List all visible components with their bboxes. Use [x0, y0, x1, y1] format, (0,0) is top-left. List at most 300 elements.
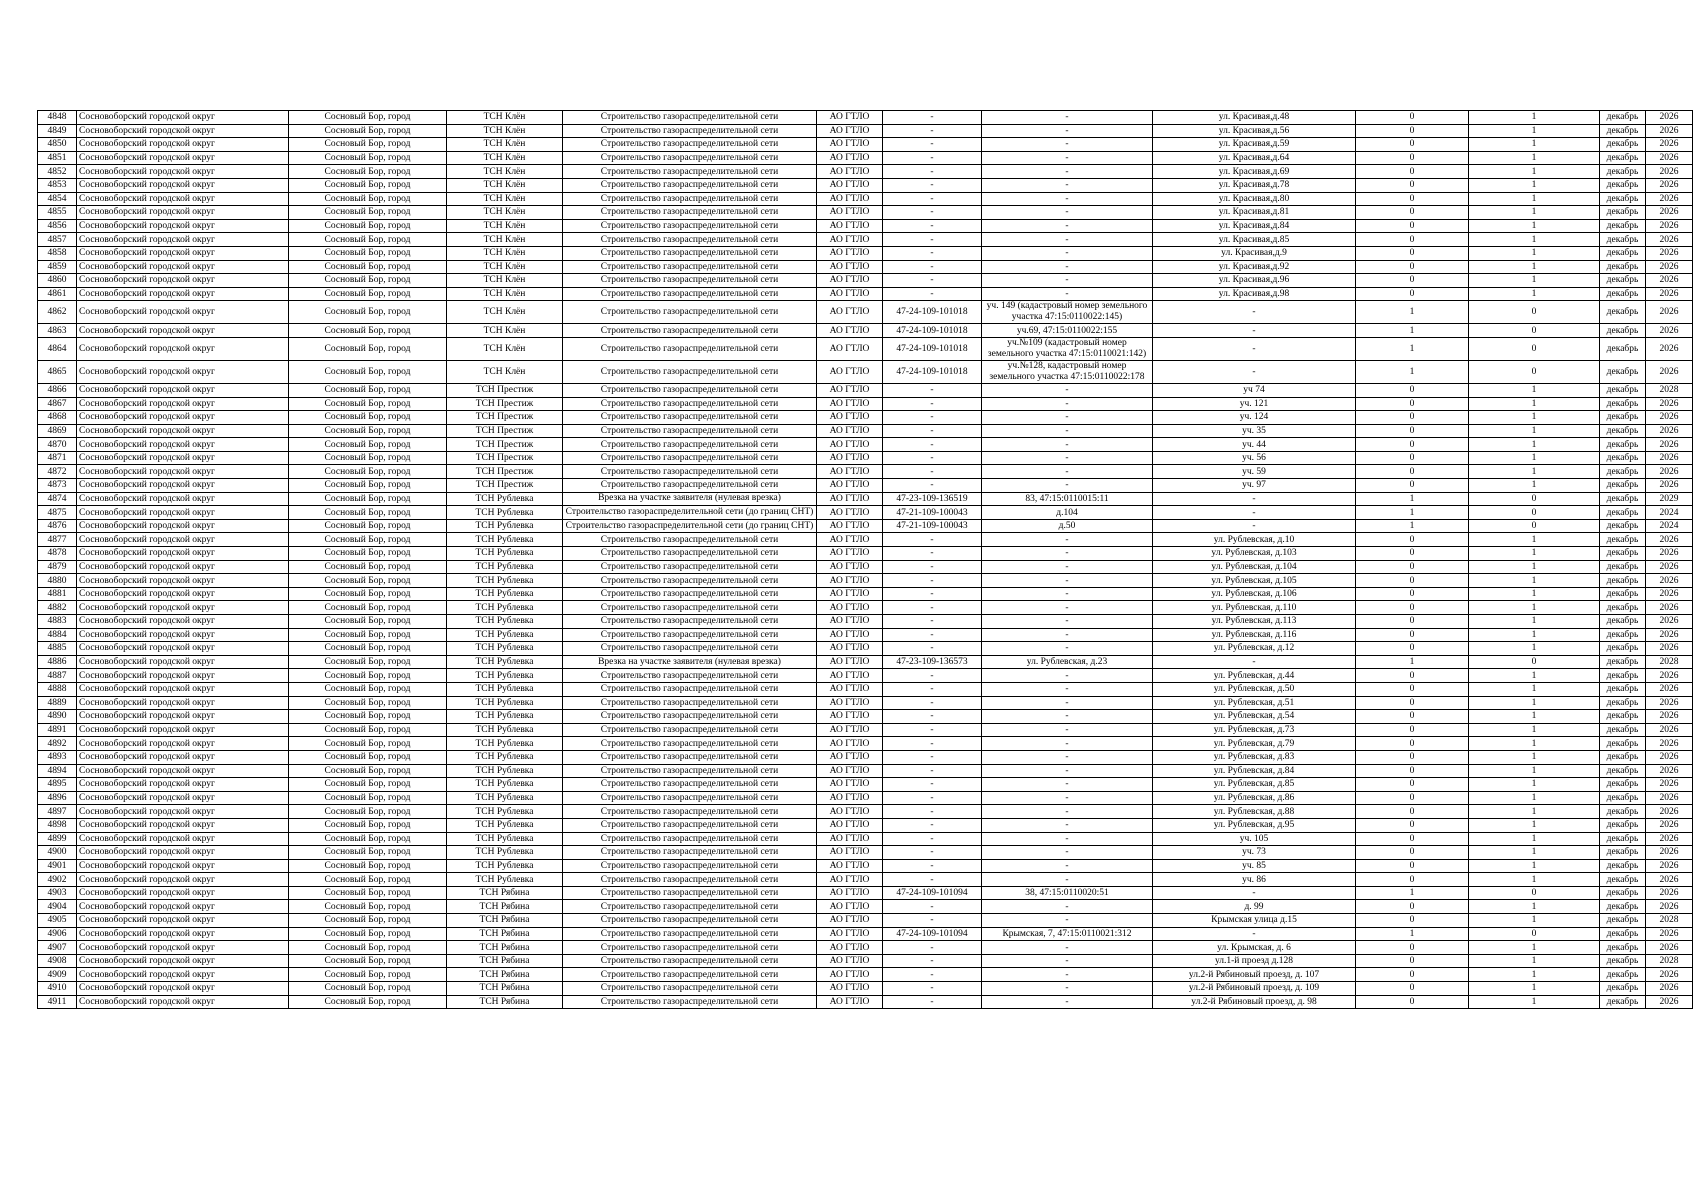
- settlement-cell: Сосновый Бор, город: [289, 710, 447, 724]
- year-cell: 2026: [1646, 615, 1693, 629]
- year-cell: 2026: [1646, 246, 1693, 260]
- district-cell: Сосновоборский городской округ: [77, 927, 289, 941]
- row-number: 4868: [38, 411, 77, 425]
- value-a-cell: 0: [1356, 451, 1469, 465]
- year-cell: 2026: [1646, 995, 1693, 1009]
- address-cell: -: [1153, 655, 1356, 669]
- work-type-cell: Строительство газораспределительной сети: [563, 818, 817, 832]
- settlement-cell: Сосновый Бор, город: [289, 411, 447, 425]
- work-type-cell: Строительство газораспределительной сети: [563, 192, 817, 206]
- plot-cell: уч.№109 (кадастровый номер земельного участка 47:15:0110021:142): [982, 337, 1153, 360]
- plot-cell: уч. 149 (кадастровый номер земельного участка 47:15:0110022:145): [982, 301, 1153, 324]
- partnership-cell: ТСН Рябина: [447, 995, 563, 1009]
- address-cell: ул. Рублевская, д.10: [1153, 533, 1356, 547]
- row-number: 4880: [38, 574, 77, 588]
- application-number-cell: -: [883, 995, 982, 1009]
- settlement-cell: Сосновый Бор, город: [289, 886, 447, 900]
- address-cell: -: [1153, 886, 1356, 900]
- partnership-cell: ТСН Рублевка: [447, 696, 563, 710]
- table-row: [38, 560, 1693, 574]
- district-cell: Сосновоборский городской округ: [77, 533, 289, 547]
- plot-cell: д.50: [982, 519, 1153, 533]
- month-cell: декабрь: [1600, 859, 1646, 873]
- value-a-cell: 0: [1356, 982, 1469, 996]
- settlement-cell: Сосновый Бор, город: [289, 859, 447, 873]
- district-cell: Сосновоборский городской округ: [77, 479, 289, 493]
- plot-cell: -: [982, 723, 1153, 737]
- month-cell: декабрь: [1600, 151, 1646, 165]
- plot-cell: -: [982, 138, 1153, 152]
- address-cell: ул. Рублевская, д.44: [1153, 669, 1356, 683]
- year-cell: 2026: [1646, 574, 1693, 588]
- settlement-cell: Сосновый Бор, город: [289, 301, 447, 324]
- partnership-cell: ТСН Клён: [447, 260, 563, 274]
- work-type-cell: Строительство газораспределительной сети: [563, 791, 817, 805]
- work-type-cell: Строительство газораспределительной сети: [563, 737, 817, 751]
- value-a-cell: 0: [1356, 151, 1469, 165]
- settlement-cell: Сосновый Бор, город: [289, 465, 447, 479]
- organization-cell: АО ГТЛО: [817, 723, 883, 737]
- month-cell: декабрь: [1600, 124, 1646, 138]
- value-a-cell: 0: [1356, 246, 1469, 260]
- address-cell: ул. Красивая,д.84: [1153, 219, 1356, 233]
- partnership-cell: ТСН Рублевка: [447, 832, 563, 846]
- address-cell: ул. Рублевская, д.116: [1153, 628, 1356, 642]
- work-type-cell: Строительство газораспределительной сети: [563, 954, 817, 968]
- month-cell: декабрь: [1600, 968, 1646, 982]
- month-cell: декабрь: [1600, 192, 1646, 206]
- work-type-cell: Строительство газораспределительной сети: [563, 682, 817, 696]
- month-cell: декабрь: [1600, 642, 1646, 656]
- organization-cell: АО ГТЛО: [817, 941, 883, 955]
- value-b-cell: 1: [1469, 601, 1600, 615]
- application-number-cell: -: [883, 206, 982, 220]
- year-cell: 2026: [1646, 219, 1693, 233]
- value-a-cell: 1: [1356, 886, 1469, 900]
- value-a-cell: 0: [1356, 165, 1469, 179]
- partnership-cell: ТСН Рябина: [447, 914, 563, 928]
- value-b-cell: 1: [1469, 533, 1600, 547]
- organization-cell: АО ГТЛО: [817, 900, 883, 914]
- district-cell: Сосновоборский городской округ: [77, 206, 289, 220]
- work-type-cell: Строительство газораспределительной сети: [563, 914, 817, 928]
- plot-cell: -: [982, 206, 1153, 220]
- table-row: [38, 968, 1693, 982]
- settlement-cell: Сосновый Бор, город: [289, 927, 447, 941]
- settlement-cell: Сосновый Бор, город: [289, 737, 447, 751]
- value-b-cell: 0: [1469, 492, 1600, 506]
- address-cell: -: [1153, 506, 1356, 520]
- application-number-cell: 47-23-109-136519: [883, 492, 982, 506]
- month-cell: декабрь: [1600, 818, 1646, 832]
- plot-cell: -: [982, 246, 1153, 260]
- partnership-cell: ТСН Рублевка: [447, 791, 563, 805]
- settlement-cell: Сосновый Бор, город: [289, 846, 447, 860]
- organization-cell: АО ГТЛО: [817, 424, 883, 438]
- work-type-cell: Строительство газораспределительной сети: [563, 900, 817, 914]
- organization-cell: АО ГТЛО: [817, 873, 883, 887]
- plot-cell: -: [982, 791, 1153, 805]
- work-type-cell: Строительство газораспределительной сети: [563, 246, 817, 260]
- application-number-cell: -: [883, 533, 982, 547]
- table-row: [38, 519, 1693, 533]
- address-cell: ул. Красивая,д.80: [1153, 192, 1356, 206]
- row-number: 4899: [38, 832, 77, 846]
- year-cell: 2026: [1646, 696, 1693, 710]
- organization-cell: АО ГТЛО: [817, 615, 883, 629]
- settlement-cell: Сосновый Бор, город: [289, 451, 447, 465]
- address-cell: -: [1153, 519, 1356, 533]
- district-cell: Сосновоборский городской округ: [77, 982, 289, 996]
- row-number: 4886: [38, 655, 77, 669]
- table-row: [38, 424, 1693, 438]
- year-cell: 2026: [1646, 138, 1693, 152]
- organization-cell: АО ГТЛО: [817, 287, 883, 301]
- table-row: [38, 628, 1693, 642]
- application-number-cell: -: [883, 682, 982, 696]
- work-type-cell: Строительство газораспределительной сети: [563, 846, 817, 860]
- value-a-cell: 0: [1356, 219, 1469, 233]
- organization-cell: АО ГТЛО: [817, 192, 883, 206]
- month-cell: декабрь: [1600, 178, 1646, 192]
- value-b-cell: 1: [1469, 995, 1600, 1009]
- application-number-cell: -: [883, 260, 982, 274]
- application-number-cell: 47-23-109-136573: [883, 655, 982, 669]
- table-row: [38, 615, 1693, 629]
- month-cell: декабрь: [1600, 601, 1646, 615]
- table-row: [38, 383, 1693, 397]
- value-a-cell: 1: [1356, 655, 1469, 669]
- plot-cell: -: [982, 968, 1153, 982]
- year-cell: 2026: [1646, 151, 1693, 165]
- partnership-cell: ТСН Рублевка: [447, 818, 563, 832]
- organization-cell: АО ГТЛО: [817, 151, 883, 165]
- district-cell: Сосновоборский городской округ: [77, 424, 289, 438]
- month-cell: декабрь: [1600, 533, 1646, 547]
- table-row: [38, 151, 1693, 165]
- work-type-cell: Строительство газораспределительной сети: [563, 324, 817, 338]
- plot-cell: -: [982, 642, 1153, 656]
- settlement-cell: Сосновый Бор, город: [289, 178, 447, 192]
- value-b-cell: 1: [1469, 832, 1600, 846]
- row-number: 4889: [38, 696, 77, 710]
- plot-cell: -: [982, 696, 1153, 710]
- value-a-cell: 0: [1356, 601, 1469, 615]
- value-b-cell: 0: [1469, 519, 1600, 533]
- organization-cell: АО ГТЛО: [817, 479, 883, 493]
- table-row: [38, 465, 1693, 479]
- settlement-cell: Сосновый Бор, город: [289, 873, 447, 887]
- organization-cell: АО ГТЛО: [817, 533, 883, 547]
- row-number: 4864: [38, 337, 77, 360]
- year-cell: 2026: [1646, 360, 1693, 383]
- row-number: 4909: [38, 968, 77, 982]
- address-cell: ул.2-й Рябиновый проезд, д. 98: [1153, 995, 1356, 1009]
- value-b-cell: 1: [1469, 642, 1600, 656]
- work-type-cell: Строительство газораспределительной сети: [563, 533, 817, 547]
- partnership-cell: ТСН Рябина: [447, 886, 563, 900]
- month-cell: декабрь: [1600, 778, 1646, 792]
- month-cell: декабрь: [1600, 954, 1646, 968]
- year-cell: 2026: [1646, 846, 1693, 860]
- district-cell: Сосновоборский городской округ: [77, 764, 289, 778]
- application-number-cell: -: [883, 479, 982, 493]
- partnership-cell: ТСН Клён: [447, 151, 563, 165]
- address-cell: уч. 121: [1153, 397, 1356, 411]
- application-number-cell: -: [883, 737, 982, 751]
- application-number-cell: -: [883, 615, 982, 629]
- application-number-cell: 47-21-109-100043: [883, 519, 982, 533]
- plot-cell: Крымская, 7, 47:15:0110021:312: [982, 927, 1153, 941]
- year-cell: 2026: [1646, 886, 1693, 900]
- year-cell: 2029: [1646, 492, 1693, 506]
- value-a-cell: 0: [1356, 832, 1469, 846]
- value-a-cell: 0: [1356, 615, 1469, 629]
- organization-cell: АО ГТЛО: [817, 138, 883, 152]
- address-cell: ул. Рублевская, д.51: [1153, 696, 1356, 710]
- value-b-cell: 0: [1469, 324, 1600, 338]
- table-row: [38, 791, 1693, 805]
- month-cell: декабрь: [1600, 165, 1646, 179]
- month-cell: декабрь: [1600, 397, 1646, 411]
- application-number-cell: -: [883, 165, 982, 179]
- address-cell: ул. Рублевская, д.110: [1153, 601, 1356, 615]
- year-cell: 2028: [1646, 954, 1693, 968]
- partnership-cell: ТСН Рублевка: [447, 655, 563, 669]
- partnership-cell: ТСН Клён: [447, 287, 563, 301]
- table-row: [38, 587, 1693, 601]
- settlement-cell: Сосновый Бор, город: [289, 219, 447, 233]
- value-b-cell: 1: [1469, 124, 1600, 138]
- settlement-cell: Сосновый Бор, город: [289, 438, 447, 452]
- plot-cell: -: [982, 832, 1153, 846]
- application-number-cell: -: [883, 628, 982, 642]
- plot-cell: -: [982, 995, 1153, 1009]
- plot-cell: -: [982, 900, 1153, 914]
- district-cell: Сосновоборский городской округ: [77, 696, 289, 710]
- partnership-cell: ТСН Клён: [447, 233, 563, 247]
- table-row: [38, 397, 1693, 411]
- application-number-cell: -: [883, 219, 982, 233]
- organization-cell: АО ГТЛО: [817, 778, 883, 792]
- organization-cell: АО ГТЛО: [817, 927, 883, 941]
- settlement-cell: Сосновый Бор, город: [289, 324, 447, 338]
- row-number: 4855: [38, 206, 77, 220]
- district-cell: Сосновоборский городской округ: [77, 337, 289, 360]
- plot-cell: -: [982, 233, 1153, 247]
- partnership-cell: ТСН Престиж: [447, 383, 563, 397]
- district-cell: Сосновоборский городской округ: [77, 519, 289, 533]
- application-number-cell: 47-24-109-101018: [883, 301, 982, 324]
- district-cell: Сосновоборский городской округ: [77, 324, 289, 338]
- work-type-cell: Строительство газораспределительной сети: [563, 574, 817, 588]
- value-a-cell: 0: [1356, 138, 1469, 152]
- address-cell: ул.2-й Рябиновый проезд, д. 107: [1153, 968, 1356, 982]
- partnership-cell: ТСН Клён: [447, 165, 563, 179]
- month-cell: декабрь: [1600, 465, 1646, 479]
- work-type-cell: Строительство газораспределительной сети: [563, 138, 817, 152]
- plot-cell: -: [982, 574, 1153, 588]
- district-cell: Сосновоборский городской округ: [77, 138, 289, 152]
- organization-cell: АО ГТЛО: [817, 574, 883, 588]
- partnership-cell: ТСН Рублевка: [447, 723, 563, 737]
- application-number-cell: -: [883, 832, 982, 846]
- row-number: 4885: [38, 642, 77, 656]
- district-cell: Сосновоборский городской округ: [77, 383, 289, 397]
- table-row: [38, 941, 1693, 955]
- organization-cell: АО ГТЛО: [817, 587, 883, 601]
- value-b-cell: 0: [1469, 655, 1600, 669]
- document-sheet: [37, 110, 1693, 1009]
- month-cell: декабрь: [1600, 138, 1646, 152]
- address-cell: ул. Рублевская, д.83: [1153, 750, 1356, 764]
- value-a-cell: 0: [1356, 710, 1469, 724]
- plot-cell: -: [982, 424, 1153, 438]
- district-cell: Сосновоборский городской округ: [77, 723, 289, 737]
- value-b-cell: 1: [1469, 818, 1600, 832]
- district-cell: Сосновоборский городской округ: [77, 560, 289, 574]
- partnership-cell: ТСН Престиж: [447, 438, 563, 452]
- organization-cell: АО ГТЛО: [817, 655, 883, 669]
- table-row: [38, 219, 1693, 233]
- work-type-cell: Строительство газораспределительной сети: [563, 587, 817, 601]
- plot-cell: -: [982, 750, 1153, 764]
- address-cell: ул. Рублевская, д.12: [1153, 642, 1356, 656]
- settlement-cell: Сосновый Бор, город: [289, 696, 447, 710]
- value-b-cell: 0: [1469, 337, 1600, 360]
- value-a-cell: 0: [1356, 424, 1469, 438]
- value-b-cell: 1: [1469, 547, 1600, 561]
- application-number-cell: -: [883, 383, 982, 397]
- month-cell: декабрь: [1600, 723, 1646, 737]
- application-number-cell: -: [883, 778, 982, 792]
- month-cell: декабрь: [1600, 982, 1646, 996]
- work-type-cell: Строительство газораспределительной сети: [563, 438, 817, 452]
- value-b-cell: 1: [1469, 723, 1600, 737]
- row-number: 4877: [38, 533, 77, 547]
- month-cell: декабрь: [1600, 506, 1646, 520]
- year-cell: 2026: [1646, 397, 1693, 411]
- value-a-cell: 1: [1356, 301, 1469, 324]
- partnership-cell: ТСН Рябина: [447, 941, 563, 955]
- table-row: [38, 451, 1693, 465]
- organization-cell: АО ГТЛО: [817, 642, 883, 656]
- application-number-cell: -: [883, 138, 982, 152]
- value-a-cell: 0: [1356, 233, 1469, 247]
- value-a-cell: 0: [1356, 111, 1469, 125]
- district-cell: Сосновоборский городской округ: [77, 492, 289, 506]
- month-cell: декабрь: [1600, 682, 1646, 696]
- month-cell: декабрь: [1600, 805, 1646, 819]
- table-row: [38, 873, 1693, 887]
- table-row: [38, 859, 1693, 873]
- district-cell: Сосновоборский городской округ: [77, 451, 289, 465]
- organization-cell: АО ГТЛО: [817, 411, 883, 425]
- month-cell: декабрь: [1600, 696, 1646, 710]
- value-b-cell: 1: [1469, 791, 1600, 805]
- address-cell: ул. Рублевская, д.79: [1153, 737, 1356, 751]
- work-type-cell: Строительство газораспределительной сети: [563, 669, 817, 683]
- district-cell: Сосновоборский городской округ: [77, 151, 289, 165]
- row-number: 4878: [38, 547, 77, 561]
- row-number: 4908: [38, 954, 77, 968]
- settlement-cell: Сосновый Бор, город: [289, 914, 447, 928]
- year-cell: 2026: [1646, 287, 1693, 301]
- settlement-cell: Сосновый Бор, город: [289, 900, 447, 914]
- partnership-cell: ТСН Престиж: [447, 451, 563, 465]
- partnership-cell: ТСН Рябина: [447, 982, 563, 996]
- district-cell: Сосновоборский городской округ: [77, 219, 289, 233]
- table-row: [38, 805, 1693, 819]
- row-number: 4884: [38, 628, 77, 642]
- plot-cell: -: [982, 778, 1153, 792]
- settlement-cell: Сосновый Бор, город: [289, 151, 447, 165]
- settlement-cell: Сосновый Бор, город: [289, 982, 447, 996]
- row-number: 4910: [38, 982, 77, 996]
- value-b-cell: 1: [1469, 982, 1600, 996]
- row-number: 4901: [38, 859, 77, 873]
- work-type-cell: Строительство газораспределительной сети: [563, 301, 817, 324]
- row-number: 4890: [38, 710, 77, 724]
- work-type-cell: Врезка на участке заявителя (нулевая врезка): [563, 655, 817, 669]
- value-a-cell: 1: [1356, 927, 1469, 941]
- value-b-cell: 1: [1469, 628, 1600, 642]
- application-number-cell: -: [883, 723, 982, 737]
- work-type-cell: Строительство газораспределительной сети: [563, 178, 817, 192]
- plot-cell: -: [982, 560, 1153, 574]
- value-a-cell: 0: [1356, 206, 1469, 220]
- row-number: 4857: [38, 233, 77, 247]
- work-type-cell: Строительство газораспределительной сети: [563, 360, 817, 383]
- value-b-cell: 1: [1469, 750, 1600, 764]
- settlement-cell: Сосновый Бор, город: [289, 750, 447, 764]
- settlement-cell: Сосновый Бор, город: [289, 479, 447, 493]
- address-cell: уч. 73: [1153, 846, 1356, 860]
- table-row: [38, 337, 1693, 360]
- value-b-cell: 1: [1469, 274, 1600, 288]
- application-number-cell: -: [883, 574, 982, 588]
- year-cell: 2026: [1646, 818, 1693, 832]
- year-cell: 2026: [1646, 165, 1693, 179]
- value-b-cell: 0: [1469, 927, 1600, 941]
- table-row: [38, 710, 1693, 724]
- plot-cell: -: [982, 178, 1153, 192]
- district-cell: Сосновоборский городской округ: [77, 995, 289, 1009]
- work-type-cell: Строительство газораспределительной сети: [563, 424, 817, 438]
- district-cell: Сосновоборский городской округ: [77, 655, 289, 669]
- application-number-cell: -: [883, 111, 982, 125]
- plot-cell: -: [982, 451, 1153, 465]
- district-cell: Сосновоборский городской округ: [77, 873, 289, 887]
- organization-cell: АО ГТЛО: [817, 750, 883, 764]
- table-row: [38, 982, 1693, 996]
- value-b-cell: 1: [1469, 138, 1600, 152]
- value-a-cell: 0: [1356, 682, 1469, 696]
- organization-cell: АО ГТЛО: [817, 360, 883, 383]
- district-cell: Сосновоборский городской округ: [77, 465, 289, 479]
- year-cell: 2026: [1646, 424, 1693, 438]
- value-a-cell: 0: [1356, 941, 1469, 955]
- month-cell: декабрь: [1600, 411, 1646, 425]
- settlement-cell: Сосновый Бор, город: [289, 682, 447, 696]
- address-cell: ул. Рублевская, д.84: [1153, 764, 1356, 778]
- address-cell: уч. 56: [1153, 451, 1356, 465]
- year-cell: 2026: [1646, 791, 1693, 805]
- application-number-cell: -: [883, 818, 982, 832]
- row-number: 4883: [38, 615, 77, 629]
- month-cell: декабрь: [1600, 438, 1646, 452]
- plot-cell: -: [982, 274, 1153, 288]
